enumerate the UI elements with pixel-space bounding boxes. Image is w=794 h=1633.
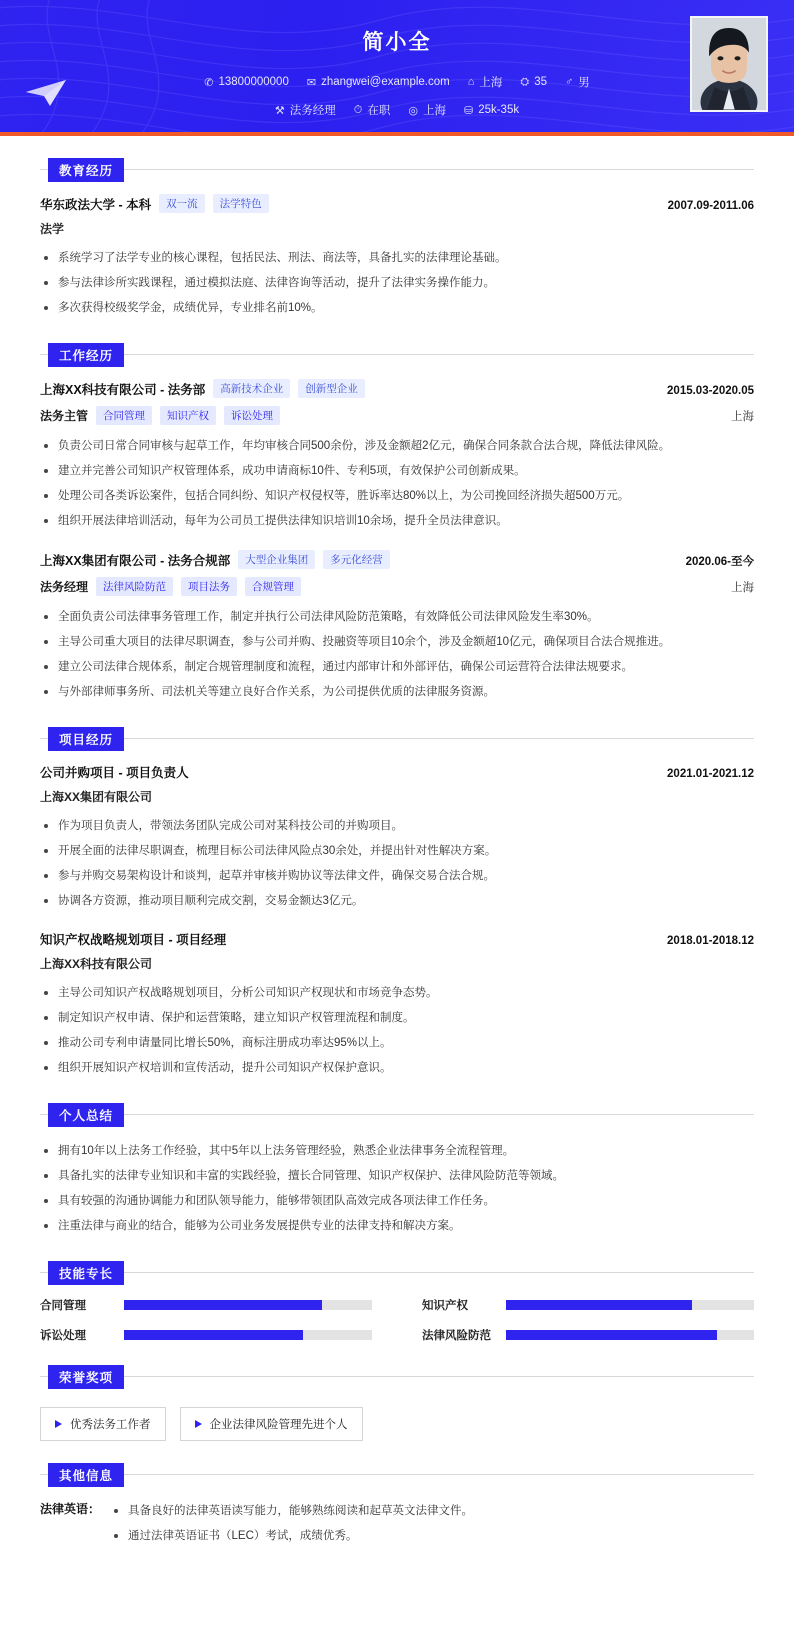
education-bullets — [40, 246, 754, 321]
list-item: 协调各方资源，推动项目顺利完成交割，交易金额达3亿元。 — [40, 889, 754, 914]
section-head — [40, 1365, 754, 1387]
work-location: 上海 — [731, 411, 754, 423]
work-date: 2020.06-至今 — [685, 555, 754, 568]
work-role-title: 法务经理 — [40, 580, 89, 594]
list-item: 开展全面的法律尽职调查，梳理目标公司法律风险点30余处，并提出针对性解决方案。 — [40, 839, 754, 864]
meta-position-value: 法务经理 — [289, 105, 336, 117]
list-item: 参与并购交易架构设计和谈判，起草并审核并购协议等法律文件，确保交易合法合规。 — [40, 864, 754, 889]
contact-phone — [204, 76, 289, 89]
project-date: 2021.01-2021.12 — [667, 768, 754, 780]
awards-list — [40, 1407, 754, 1441]
email-icon: ✉ — [306, 76, 317, 89]
section-head — [40, 1261, 754, 1283]
list-item: 推动公司专利申请量同比增长50%，商标注册成功率达95%以上。 — [40, 1031, 754, 1056]
skill-bar — [124, 1330, 372, 1340]
section-head — [40, 1463, 754, 1485]
section-divider — [40, 1376, 754, 1377]
list-item: 主导公司知识产权战略规划项目，分析公司知识产权现状和市场竞争态势。 — [40, 981, 754, 1006]
list-item: 制定知识产权申请、保护和运营策略，建立知识产权管理流程和制度。 — [40, 1006, 754, 1031]
location-icon: ◎ — [408, 104, 418, 117]
contact-row — [0, 74, 794, 90]
project-date: 2018.01-2018.12 — [667, 935, 754, 947]
other-label: 法律英语： — [40, 1502, 101, 1516]
list-item: 系统学习了法学专业的核心课程，包括民法、刑法、商法等，具备扎实的法律理论基础。 — [40, 246, 754, 271]
skill-bar — [506, 1330, 754, 1340]
section-title-projects: 项目经历 — [48, 727, 124, 751]
list-item: 建立公司法律合规体系，制定合规管理制度和流程，通过内部审计和外部评估，确保公司运营符合法律法规要求。 — [40, 655, 754, 680]
work-role — [40, 577, 301, 596]
section-divider — [40, 354, 754, 355]
section-awards — [40, 1365, 754, 1441]
section-title-skills: 技能专长 — [48, 1261, 124, 1285]
section-work — [40, 343, 754, 705]
project-org: 上海XX科技有限公司 — [40, 957, 153, 971]
work-tag: 创新型企业 — [298, 379, 365, 398]
entry-top — [40, 763, 754, 781]
meta-status — [354, 102, 391, 118]
avatar-portrait — [692, 18, 766, 110]
phone-icon: ✆ — [204, 76, 214, 89]
work-company-name: 上海XX集团有限公司 - 法务合规部 — [40, 553, 231, 568]
skill-item — [422, 1297, 754, 1313]
education-school-name: 华东政法大学 - 本科 — [40, 197, 152, 212]
meta-salary-value: 25k-35k — [478, 104, 520, 116]
work-role — [40, 406, 280, 425]
section-other — [40, 1463, 754, 1549]
work-tag: 高新技术企业 — [213, 379, 290, 398]
skill-bar-fill — [506, 1300, 692, 1310]
skill-label: 知识产权 — [422, 1300, 468, 1312]
section-summary — [40, 1103, 754, 1239]
section-title-summary: 个人总结 — [48, 1103, 124, 1127]
work-company-name: 上海XX科技有限公司 - 法务部 — [40, 382, 206, 397]
work-location: 上海 — [731, 582, 754, 594]
work-role-tag: 合同管理 — [96, 406, 152, 425]
gender-icon: ♂ — [564, 76, 574, 88]
skills-grid — [40, 1297, 754, 1343]
meta-location — [408, 102, 446, 118]
home-icon: ⌂ — [467, 76, 475, 88]
meta-row — [0, 102, 794, 118]
section-skills — [40, 1261, 754, 1343]
project-org: 上海XX集团有限公司 — [40, 790, 153, 804]
work-bullets — [40, 605, 754, 705]
entry-top — [40, 194, 754, 213]
skill-item — [422, 1327, 754, 1343]
work-entry — [40, 550, 754, 705]
work-role-tag: 项目法务 — [181, 577, 237, 596]
contact-gender — [565, 74, 590, 90]
list-item: 参与法律诊所实践课程，通过模拟法庭、法律咨询等活动，提升了法律实务操作能力。 — [40, 271, 754, 296]
list-item: 负责公司日常合同审核与起草工作，年均审核合同500余份，涉及金额超2亿元，确保合同条款合法合规，降低法律风险。 — [40, 434, 754, 459]
work-date: 2015.03-2020.05 — [667, 384, 754, 397]
other-row — [40, 1499, 754, 1549]
skill-bar — [506, 1300, 754, 1310]
paper-plane-icon — [24, 78, 68, 108]
other-bullets — [110, 1499, 473, 1549]
section-title-awards: 荣誉奖项 — [48, 1365, 124, 1389]
list-item: 全面负责公司法律事务管理工作，制定并执行公司法律风险防范策略，有效降低公司法律风险发生率30%。 — [40, 605, 754, 630]
contact-gender-value: 男 — [578, 77, 590, 89]
work-role-tag: 诉讼处理 — [224, 406, 280, 425]
list-item: 拥有10年以上法务工作经验，其中5年以上法务管理经验，熟悉企业法律事务全流程管理。 — [40, 1139, 754, 1164]
education-school — [40, 194, 269, 213]
list-item: 主导公司重大项目的法律尽职调查，参与公司并购、投融资等项目10余个，涉及金额超10亿元，确保项目合法合规推进。 — [40, 630, 754, 655]
education-tag: 法学特色 — [213, 194, 269, 213]
skill-label: 诉讼处理 — [40, 1330, 86, 1342]
work-role-line — [40, 406, 754, 425]
project-entry — [40, 930, 754, 1081]
section-head — [40, 1103, 754, 1125]
summary-bullets — [40, 1139, 754, 1239]
project-title: 公司并购项目 - 项目负责人 — [40, 766, 189, 780]
skill-bar — [124, 1300, 372, 1310]
avatar — [690, 16, 768, 112]
section-divider — [40, 1272, 754, 1273]
contact-city — [468, 74, 503, 90]
contact-email — [307, 76, 450, 89]
contact-age — [520, 76, 547, 89]
list-item: 具备扎实的法律专业知识和丰富的实践经验，擅长合同管理、知识产权保护、法律风险防范等领域。 — [40, 1164, 754, 1189]
award-item — [180, 1407, 363, 1441]
education-date: 2007.09-2011.06 — [667, 199, 754, 212]
work-role-title: 法务主管 — [40, 409, 89, 423]
entry-top — [40, 550, 754, 569]
clock-icon: ⏱ — [353, 103, 363, 116]
project-bullets — [40, 814, 754, 914]
work-role-line — [40, 577, 754, 596]
award-item — [40, 1407, 166, 1441]
entry-top — [40, 379, 754, 398]
work-role-tag: 合规管理 — [245, 577, 301, 596]
resume-header — [0, 0, 794, 136]
play-triangle-icon — [55, 1420, 62, 1428]
briefcase-icon: ⚒ — [274, 104, 285, 117]
award-label: 企业法律风险管理先进个人 — [209, 1419, 348, 1431]
project-entry — [40, 763, 754, 914]
skill-item — [40, 1297, 372, 1313]
list-item: 处理公司各类诉讼案件，包括合同纠纷、知识产权侵权等，胜诉率达80%以上，为公司挽回经济损失超500万元。 — [40, 484, 754, 509]
skill-bar-fill — [124, 1330, 303, 1340]
award-label: 优秀法务工作者 — [70, 1419, 151, 1431]
list-item: 注重法律与商业的结合，能够为公司业务发展提供专业的法律支持和解决方案。 — [40, 1214, 754, 1239]
list-item: 多次获得校级奖学金，成绩优异，专业排名前10%。 — [40, 296, 754, 321]
work-tag: 大型企业集团 — [238, 550, 315, 569]
list-item: 组织开展法律培训活动，每年为公司员工提供法律知识培训10余场，提升全员法律意识。 — [40, 509, 754, 534]
skill-item — [40, 1327, 372, 1343]
work-tag: 多元化经营 — [323, 550, 390, 569]
work-role-tag: 法律风险防范 — [96, 577, 173, 596]
section-head — [40, 343, 754, 365]
list-item: 建立并完善公司知识产权管理体系，成功申请商标10件、专利5项，有效保护公司创新成果。 — [40, 459, 754, 484]
page-title: 简小全 — [362, 31, 432, 54]
work-role-tag: 知识产权 — [160, 406, 216, 425]
list-item: 通过法律英语证书（LEC）考试，成绩优秀。 — [110, 1524, 473, 1549]
education-tag: 双一流 — [159, 194, 205, 213]
contact-age-value: 35 — [534, 76, 547, 88]
list-item: 作为项目负责人，带领法务团队完成公司对某科技公司的并购项目。 — [40, 814, 754, 839]
section-divider — [40, 1474, 754, 1475]
section-head — [40, 727, 754, 749]
salary-icon: ⛁ — [463, 104, 474, 117]
section-title-education: 教育经历 — [48, 158, 124, 182]
work-bullets — [40, 434, 754, 534]
meta-salary — [464, 104, 519, 117]
section-divider — [40, 169, 754, 170]
contact-phone-value: 13800000000 — [218, 76, 289, 88]
play-triangle-icon — [195, 1420, 202, 1428]
section-title-other: 其他信息 — [48, 1463, 124, 1487]
section-divider — [40, 738, 754, 739]
section-head — [40, 158, 754, 180]
education-major: 法学 — [40, 222, 65, 236]
skill-label: 合同管理 — [40, 1300, 86, 1312]
section-education — [40, 158, 754, 321]
list-item: 组织开展知识产权培训和宣传活动，提升公司知识产权保护意识。 — [40, 1056, 754, 1081]
user-icon: ⛭ — [520, 75, 530, 88]
section-divider — [40, 1114, 754, 1115]
resume-body — [0, 158, 794, 1569]
list-item: 具备良好的法律英语读写能力，能够熟练阅读和起草英文法律文件。 — [110, 1499, 473, 1524]
section-projects — [40, 727, 754, 1081]
meta-location-value: 上海 — [422, 105, 446, 117]
contact-city-value: 上海 — [479, 77, 503, 89]
skill-label: 法律风险防范 — [422, 1330, 491, 1342]
education-entry — [40, 194, 754, 321]
list-item: 与外部律师事务所、司法机关等建立良好合作关系，为公司提供优质的法律服务资源。 — [40, 680, 754, 705]
section-title-work: 工作经历 — [48, 343, 124, 367]
project-title: 知识产权战略规划项目 - 项目经理 — [40, 933, 227, 947]
meta-position — [275, 102, 336, 118]
skill-bar-fill — [506, 1330, 717, 1340]
work-company — [40, 550, 390, 569]
project-bullets — [40, 981, 754, 1081]
skill-bar-fill — [124, 1300, 322, 1310]
list-item: 具有较强的沟通协调能力和团队领导能力，能够带领团队高效完成各项法律工作任务。 — [40, 1189, 754, 1214]
work-company — [40, 379, 365, 398]
meta-status-value: 在职 — [367, 105, 391, 117]
contact-email-value: zhangwei@example.com — [321, 76, 450, 88]
work-entry — [40, 379, 754, 534]
entry-top — [40, 930, 754, 948]
